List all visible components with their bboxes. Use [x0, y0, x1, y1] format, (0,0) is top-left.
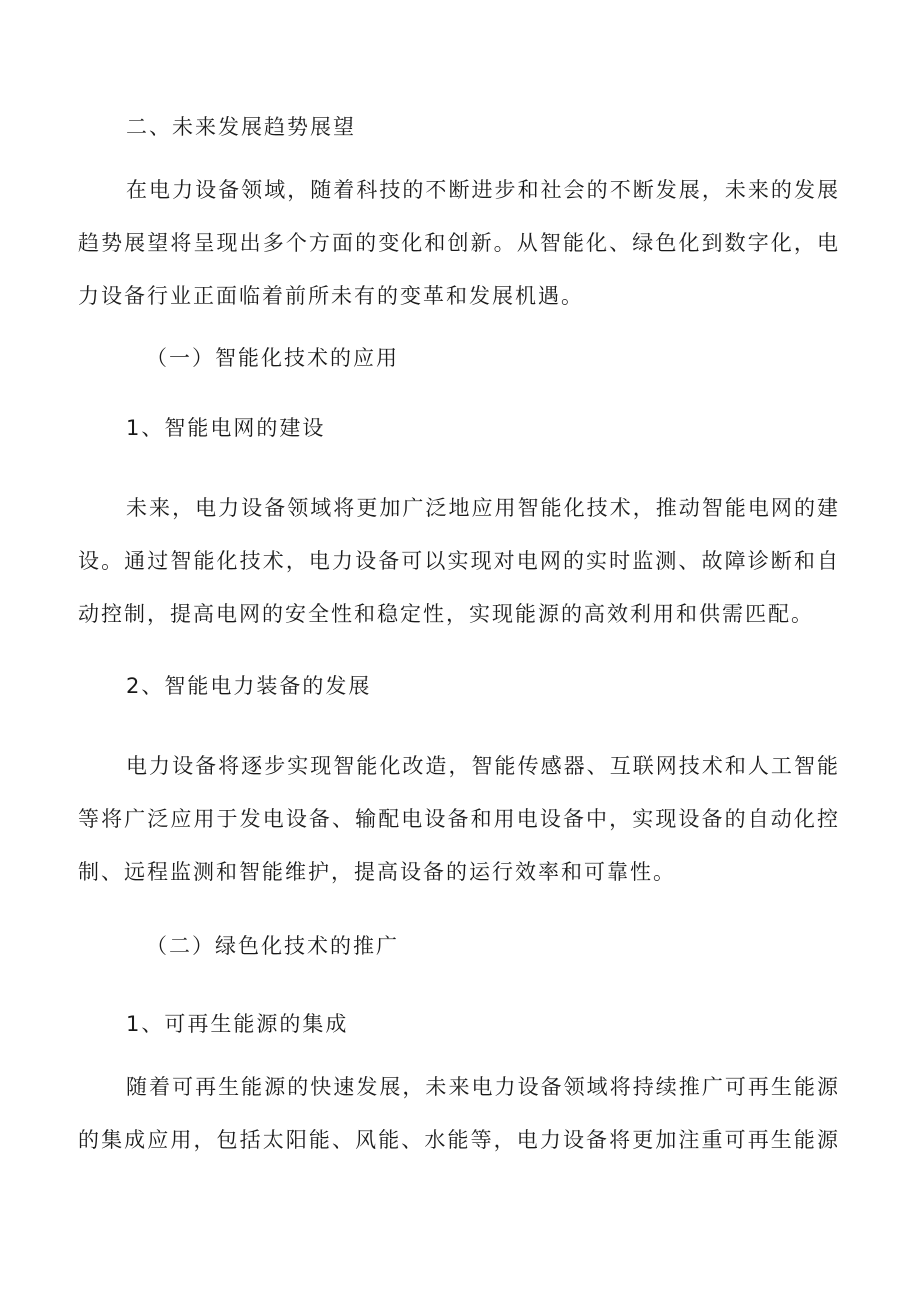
intro-line-3: 力设备行业正面临着前所未有的变革和发展机遇。: [78, 284, 584, 308]
item-1-2-line-2: 等将广泛应用于发电设备、输配电设备和用电设备中，实现设备的自动化控: [78, 807, 840, 831]
section-title: 二、未来发展趋势展望: [126, 115, 356, 139]
item-1-1-line-1: 未来，电力设备领域将更加广泛地应用智能化技术，推动智能电网的建: [126, 496, 840, 520]
item-1-2-line-1: 电力设备将逐步实现智能化改造，智能传感器、互联网技术和人工智能: [126, 754, 840, 778]
item-title-1-1: 1、智能电网的建设: [126, 416, 326, 440]
item-1-1-line-2: 设。通过智能化技术，电力设备可以实现对电网的实时监测、故障诊断和自: [78, 549, 840, 573]
item-2-1-line-2: 的集成应用，包括太阳能、风能、水能等，电力设备将更加注重可再生能源: [78, 1128, 840, 1152]
item-title-1-2: 2、智能电力装备的发展: [126, 674, 372, 698]
intro-line-2: 趋势展望将呈现出多个方面的变化和创新。从智能化、绿色化到数字化，电: [78, 231, 840, 255]
intro-line-1: 在电力设备领域，随着科技的不断进步和社会的不断发展，未来的发展: [126, 178, 840, 202]
item-1-1-line-3: 动控制，提高电网的安全性和稳定性，实现能源的高效利用和供需匹配。: [78, 602, 814, 626]
subsection-title-2: （二）绿色化技术的推广: [146, 934, 399, 958]
subsection-title-1: （一）智能化技术的应用: [146, 346, 399, 370]
item-title-2-1: 1、可再生能源的集成: [126, 1012, 349, 1036]
item-1-2-line-3: 制、远程监测和智能维护，提高设备的运行效率和可靠性。: [78, 860, 676, 884]
item-2-1-line-1: 随着可再生能源的快速发展，未来电力设备领域将持续推广可再生能源: [126, 1075, 840, 1099]
